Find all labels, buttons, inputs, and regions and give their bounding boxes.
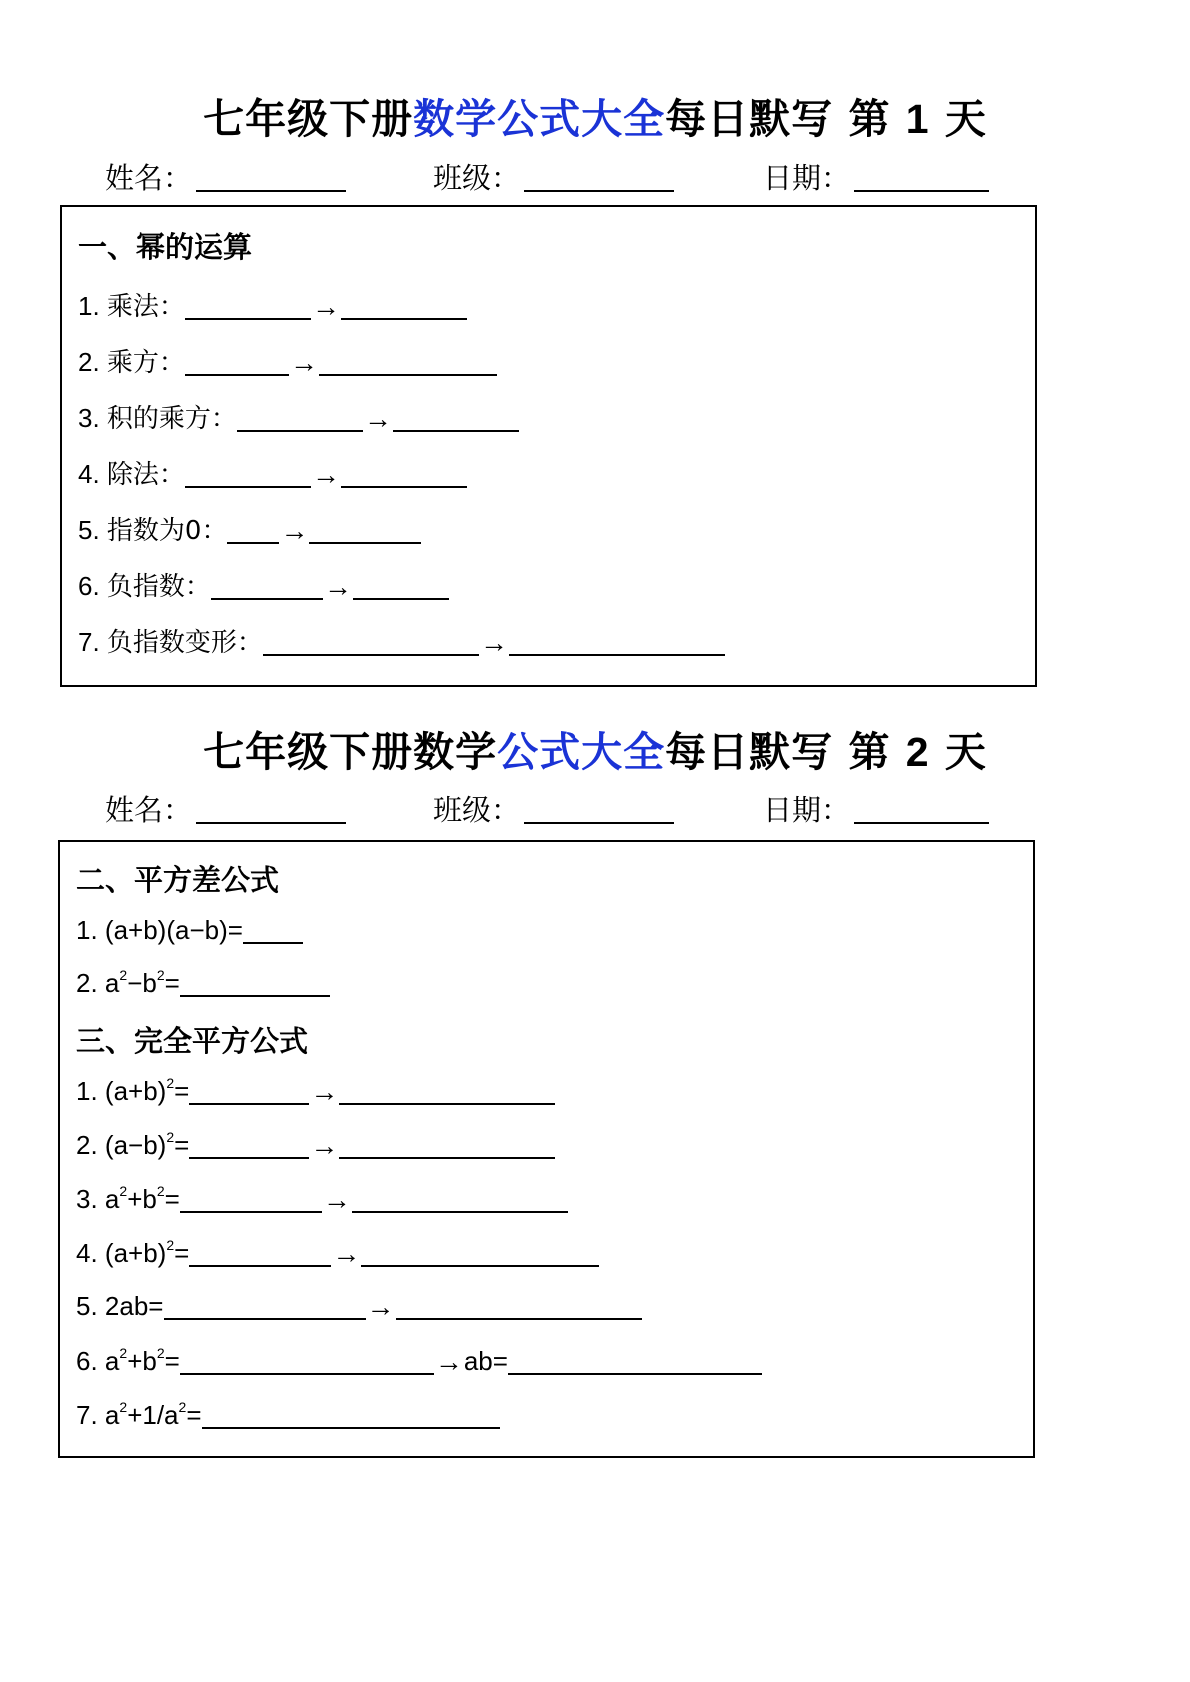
arrow-right-icon: →: [332, 1238, 361, 1269]
list-item: [76, 1237, 599, 1270]
arrow-right-icon: →: [310, 1130, 339, 1161]
answer-blank[interactable]: [189, 1239, 331, 1267]
item-number: 5.: [78, 515, 100, 545]
arrow-right-icon: →: [280, 515, 309, 546]
answer-blank[interactable]: [393, 404, 519, 432]
answer-blank[interactable]: [396, 1292, 642, 1320]
list-item: [78, 622, 725, 659]
item-number: 7.: [78, 627, 100, 657]
answer-blank[interactable]: [353, 572, 449, 600]
title-highlight: 数学公式大全: [413, 95, 666, 143]
arrow-right-icon: →: [323, 571, 352, 602]
item-label: 积的乘方：: [106, 404, 237, 434]
item-number: 6.: [76, 1346, 98, 1376]
day-prefix: 第: [848, 728, 891, 776]
date-label: 日期：: [763, 161, 851, 195]
item-number: 3.: [76, 1184, 98, 1214]
answer-blank[interactable]: [185, 348, 289, 376]
arrow-right-icon: →: [311, 459, 340, 490]
formula: $(a+b)^2=$: [104, 1075, 190, 1106]
answer-blank[interactable]: [227, 516, 279, 544]
list-item: [78, 286, 467, 323]
answer-blank[interactable]: [352, 1185, 568, 1213]
item-number: 2.: [76, 1130, 98, 1160]
day-suffix: 天: [944, 95, 987, 143]
date-field: [763, 788, 989, 829]
list-item: [76, 1075, 555, 1108]
page2-formula-box: [58, 840, 1035, 1458]
answer-blank[interactable]: [341, 460, 467, 488]
arrow-right-icon: →: [289, 347, 318, 378]
item-number: 1.: [76, 1076, 98, 1106]
answer-blank[interactable]: [243, 916, 303, 944]
day-number: 1: [905, 96, 930, 142]
answer-blank[interactable]: [211, 572, 323, 600]
answer-blank[interactable]: [180, 1347, 434, 1375]
day-suffix: 天: [944, 728, 987, 776]
formula: 2ab=: [104, 1291, 164, 1321]
answer-blank[interactable]: [180, 969, 330, 997]
answer-blank[interactable]: [185, 292, 311, 320]
formula: $a^2+b^2=$: [104, 1345, 180, 1376]
answer-blank[interactable]: [341, 292, 467, 320]
date-blank[interactable]: [854, 164, 989, 192]
list-item: [76, 1399, 500, 1431]
formula: $(a-b)^2=$: [104, 1129, 190, 1160]
name-blank[interactable]: [196, 796, 346, 824]
name-field: [105, 156, 346, 197]
formula: $a^2+1/a^2=$: [104, 1399, 202, 1430]
formula: (a+b)(a−b)=: [104, 915, 243, 945]
answer-blank[interactable]: [189, 1131, 309, 1159]
answer-blank[interactable]: [309, 516, 421, 544]
item-number: 4.: [78, 459, 100, 489]
item-label: 除法：: [106, 460, 185, 490]
item-label: 乘法：: [106, 292, 185, 322]
answer-blank[interactable]: [263, 628, 479, 656]
item-number: 1.: [78, 291, 100, 321]
item-label: 乘方：: [106, 348, 185, 378]
section-heading: 三、完全平方公式: [76, 1024, 309, 1058]
formula: $a^2-b^2=$: [104, 967, 180, 998]
formula: $(a+b)^2=$: [104, 1237, 190, 1268]
date-field: [763, 156, 989, 197]
title-text: 每日默写: [665, 95, 834, 143]
day-number: 2: [905, 729, 930, 775]
name-blank[interactable]: [196, 164, 346, 192]
item-number: 1.: [76, 915, 98, 945]
answer-blank[interactable]: [361, 1239, 599, 1267]
answer-blank[interactable]: [237, 404, 363, 432]
date-label: 日期：: [763, 793, 851, 827]
class-blank[interactable]: [524, 164, 674, 192]
page1-info-row: [0, 156, 1190, 196]
item-number: 6.: [78, 571, 100, 601]
section-heading: 二、平方差公式: [76, 863, 280, 897]
list-item: [78, 510, 421, 547]
item-label: 负指数：: [106, 572, 211, 602]
section-heading: 一、幂的运算: [78, 230, 253, 264]
title-text: 七年级下册数学: [203, 728, 498, 776]
arrow-right-icon: →: [310, 1076, 339, 1107]
name-label: 姓名：: [105, 161, 193, 195]
name-field: [105, 788, 346, 829]
arrow-right-icon: →: [311, 291, 340, 322]
formula-after-arrow: ab=: [463, 1346, 508, 1376]
class-field: [433, 156, 674, 197]
answer-blank[interactable]: [202, 1401, 500, 1429]
page2-title: [0, 719, 1190, 778]
answer-blank[interactable]: [319, 348, 497, 376]
list-item: [76, 1291, 642, 1323]
list-item: [76, 915, 303, 946]
answer-blank[interactable]: [339, 1131, 555, 1159]
date-blank[interactable]: [854, 796, 989, 824]
answer-blank[interactable]: [189, 1077, 309, 1105]
item-number: 4.: [76, 1238, 98, 1268]
list-item: [76, 1183, 568, 1216]
answer-blank[interactable]: [164, 1292, 366, 1320]
day-prefix: 第: [848, 95, 891, 143]
arrow-right-icon: →: [363, 403, 392, 434]
answer-blank[interactable]: [508, 1347, 762, 1375]
title-text: 每日默写: [665, 728, 834, 776]
page1-formula-box: [60, 205, 1037, 687]
arrow-right-icon: →: [434, 1346, 463, 1377]
item-label: 负指数变形：: [106, 628, 263, 658]
class-label: 班级：: [433, 793, 521, 827]
list-item: [76, 1345, 762, 1378]
arrow-right-icon: →: [366, 1291, 395, 1322]
answer-blank[interactable]: [339, 1077, 555, 1105]
list-item: [78, 342, 497, 379]
item-number: 2.: [76, 968, 98, 998]
page1-title: [0, 86, 1190, 145]
page2-info-row: [0, 788, 1190, 828]
item-label: 指数为0：: [106, 516, 228, 546]
name-label: 姓名：: [105, 793, 193, 827]
item-number: 2.: [78, 347, 100, 377]
class-field: [433, 788, 674, 829]
arrow-right-icon: →: [479, 627, 508, 658]
arrow-right-icon: →: [322, 1184, 351, 1215]
formula: $a^2+b^2=$: [104, 1183, 180, 1214]
answer-blank[interactable]: [185, 460, 311, 488]
answer-blank[interactable]: [180, 1185, 322, 1213]
item-number: 5.: [76, 1291, 98, 1321]
list-item: [78, 566, 449, 603]
list-item: [76, 967, 330, 999]
answer-blank[interactable]: [509, 628, 725, 656]
list-item: [76, 1129, 555, 1162]
title-highlight: 公式大全: [497, 728, 666, 776]
title-text: 七年级下册: [203, 95, 414, 143]
list-item: [78, 398, 519, 435]
item-number: 3.: [78, 403, 100, 433]
class-label: 班级：: [433, 161, 521, 195]
item-number: 7.: [76, 1400, 98, 1430]
class-blank[interactable]: [524, 796, 674, 824]
list-item: [78, 454, 467, 491]
